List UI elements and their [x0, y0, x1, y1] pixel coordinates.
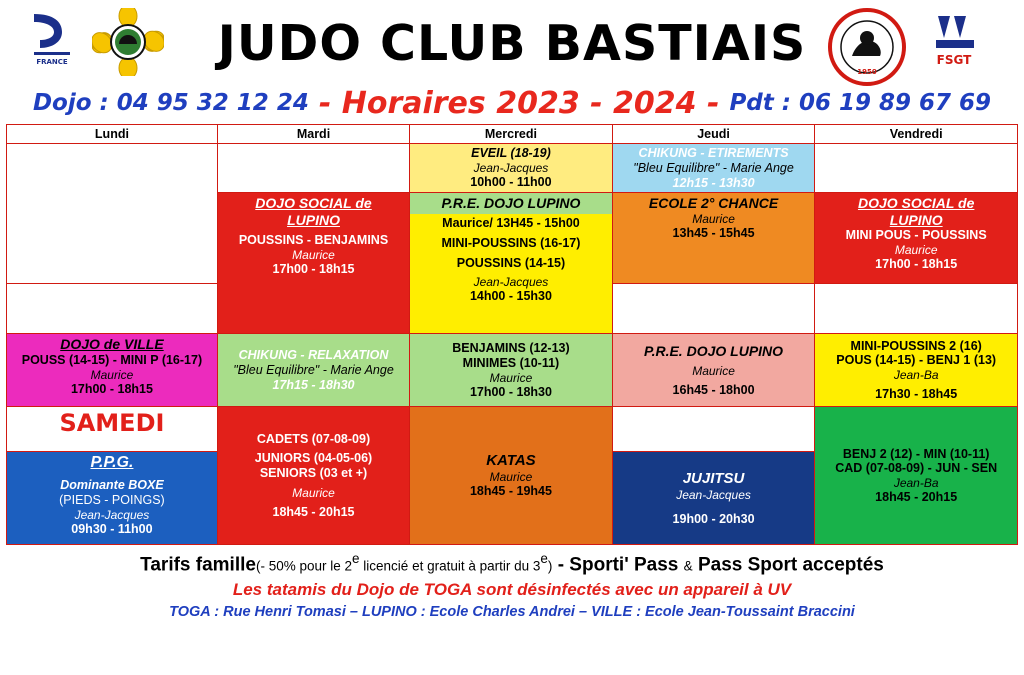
mercredi-mini-poussins: MINI-POUSSINS (16-17) — [441, 235, 581, 250]
subheader — [0, 86, 1024, 120]
mercredi-pre-dojo-teacher: Jean-Jacques — [473, 275, 549, 290]
chikung-mardi-hours: 17h15 - 18h30 — [272, 377, 355, 392]
mardi-dojo-social-hours: 17h00 - 18h15 — [272, 262, 355, 277]
vendredi-empty-afternoon — [815, 284, 1018, 334]
footer-tarifs-famille: Tarifs famille — [140, 554, 256, 576]
svg-text:1950: 1950 — [857, 68, 877, 76]
footer-sup-2e: e — [352, 551, 360, 567]
mercredi-pre-dojo-title: P.R.E. DOJO LUPINO — [441, 195, 581, 212]
footer-pass-sport: Pass Sport acceptés — [697, 554, 884, 576]
jujitsu-hours: 19h00 - 20h30 — [672, 511, 755, 526]
svg-text:FRANCE: FRANCE — [36, 58, 68, 66]
footer-amp: & — [683, 558, 693, 574]
eveil-teacher: Jean-Jacques — [473, 161, 549, 176]
mardi-juniors: JUNIORS (04-05-06) — [254, 451, 373, 466]
dojo-ville-teacher: Maurice — [90, 367, 134, 382]
vendredi-mini-poussins-line1: MINI-POUSSINS 2 (16) — [850, 338, 982, 353]
mercredi-eveil — [410, 144, 613, 193]
mercredi-pre-dojo-lupino — [410, 193, 613, 334]
jeudi-jujitsu — [612, 452, 815, 545]
mardi-cadets-hours: 18h45 - 20h15 — [272, 505, 355, 520]
chikung-jeudi-line1: "Bleu Equilibre" - Marie Ange — [633, 160, 794, 175]
jujitsu-title: JUJITSU — [682, 469, 745, 487]
footer-tarifs-detail-mid: licencié et gratuit à partir du 3 — [359, 558, 541, 574]
table-row — [7, 334, 1018, 407]
ppg-teacher: Jean-Jacques — [74, 507, 150, 522]
france-judo-logo — [28, 8, 76, 70]
vendredi-mini-poussins — [815, 334, 1018, 407]
vendredi-dojo-social-line1: MINI POUS - POUSSINS — [845, 228, 987, 243]
vendredi-mini-poussins-hours: 17h30 - 18h45 — [875, 387, 958, 402]
footer-tarifs-detail-open: (- 50% pour le 2 — [255, 558, 353, 574]
svg-text:FSGT: FSGT — [936, 53, 972, 67]
vendredi-dojo-social-title1: DOJO SOCIAL de — [857, 195, 975, 212]
season-label: - Horaires 2023 - 2024 - — [318, 85, 720, 121]
footer-tarifs-line — [0, 551, 1024, 576]
footer-sup-3e: e — [540, 551, 548, 567]
mercredi-benjamins-minimes — [410, 334, 613, 407]
jeudi-pre-dojo-teacher: Maurice — [692, 364, 735, 379]
dojo-ville-line1: POUSS (14-15) - MINI P (16-17) — [21, 352, 203, 367]
mardi-dojo-social-line1: POUSSINS - BENJAMINS — [238, 233, 389, 248]
vendredi-benj2-teacher: Jean-Ba — [893, 476, 939, 491]
ppg-line1: Dominante BOXE — [60, 478, 164, 493]
ecole2-hours: 13h45 - 15h45 — [672, 225, 755, 240]
chikung-mardi-line1: "Bleu Equilibre" - Marie Ange — [233, 362, 394, 377]
table-row — [7, 144, 1018, 193]
schedule-table — [6, 124, 1018, 545]
ppg-hours: 09h30 - 11h00 — [71, 521, 153, 536]
day-header-jeudi: Jeudi — [612, 125, 815, 144]
katas-teacher: Maurice — [489, 470, 533, 485]
ppg-line2: (PIEDS - POINGS) — [59, 492, 165, 507]
mardi-seniors: SENIORS (03 et +) — [259, 466, 368, 481]
mardi-cadets-juniors-seniors — [217, 407, 409, 545]
footer-tarifs-detail-close: ) — [547, 558, 553, 574]
footer-uv-note: Les tatamis du Dojo de TOGA sont désinfectés avec un appareil à UV — [232, 579, 792, 599]
vendredi-dojo-social-teacher: Maurice — [894, 243, 938, 258]
dojo-phone: Dojo : 04 95 32 12 24 — [32, 90, 309, 116]
mardi-cadets: CADETS (07-08-09) — [256, 431, 371, 446]
footer-addresses: TOGA : Rue Henri Tomasi – LUPINO : Ecole Charles Andrei – VILLE : Ecole Jean-Toussaint Braccini — [169, 603, 855, 620]
lundi-empty-afternoon — [7, 284, 218, 334]
jeudi-chikung-etirements — [612, 144, 815, 193]
chikung-jeudi-title: CHIKUNG - ETIREMENTS — [638, 146, 789, 160]
vendredi-dojo-social — [815, 193, 1018, 284]
mercredi-benjamins: BENJAMINS (12-13) — [452, 341, 570, 356]
dojo-ville-hours: 17h00 - 18h15 — [70, 381, 153, 396]
jeudi-ecole-2eme-chance — [612, 193, 815, 284]
katas-hours: 18h45 - 19h45 — [469, 484, 552, 499]
vendredi-dojo-social-hours: 17h00 - 18h15 — [875, 257, 958, 272]
mercredi-benjamins-teacher: Maurice — [489, 370, 533, 385]
vendredi-empty-morning — [815, 144, 1018, 193]
mardi-dojo-social-teacher: Maurice — [292, 248, 335, 263]
mardi-dojo-social — [217, 193, 409, 334]
table-header-row — [7, 125, 1018, 144]
day-header-mercredi: Mercredi — [410, 125, 613, 144]
vendredi-benj2-minimes — [815, 407, 1018, 545]
mardi-cadets-teacher: Maurice — [292, 485, 335, 500]
mercredi-benjamins-hours: 17h00 - 18h30 — [469, 384, 552, 399]
page-footer — [0, 551, 1024, 619]
mercredi-minimes: MINIMES (10-11) — [462, 355, 560, 370]
lundi-dojo-de-ville — [7, 334, 218, 407]
ecole2-teacher: Maurice — [692, 211, 735, 226]
lundi-samedi-label — [7, 407, 218, 452]
jeudi-empty-evening — [612, 407, 815, 452]
mercredi-pre-dojo-line1: Maurice/ 13H45 - 15h00 — [442, 216, 580, 230]
page-header — [0, 0, 1024, 86]
vendredi-dojo-social-title2: LUPINO — [889, 211, 943, 228]
jeudi-pre-dojo-lupino — [612, 334, 815, 407]
mardi-dojo-social-title1: DOJO SOCIAL de — [255, 195, 372, 212]
mercredi-katas — [410, 407, 613, 545]
president-phone: Pdt : 06 19 89 67 69 — [729, 90, 992, 116]
vendredi-mini-poussins-line2: POUS (14-15) - BENJ 1 (13) — [836, 353, 997, 368]
eveil-title: EVEIL (18-19) — [471, 146, 551, 161]
ecole2-title: ECOLE 2° CHANCE — [648, 195, 779, 212]
samedi-text: SAMEDI — [59, 409, 165, 438]
eveil-hours: 10h00 - 11h00 — [470, 175, 552, 190]
jeudi-empty-afternoon — [612, 284, 815, 334]
mardi-empty-morning — [217, 144, 409, 193]
fsgt-logo — [924, 8, 984, 70]
jeudi-pre-dojo-hours: 16h45 - 18h00 — [672, 383, 755, 398]
page-title: JUDO CLUB BASTIAIS — [217, 14, 807, 72]
club-flower-logo — [92, 8, 164, 76]
vendredi-benj2-line1: BENJ 2 (12) - MIN (10-11) — [842, 446, 990, 461]
vendredi-benj2-hours: 18h45 - 20h15 — [875, 490, 958, 505]
table-row — [7, 407, 1018, 452]
mercredi-pre-dojo-hours: 14h00 - 15h30 — [469, 289, 552, 304]
ppg-title: P.P.G. — [90, 454, 134, 472]
day-header-lundi: Lundi — [7, 125, 218, 144]
footer-sporti-pass: - Sporti' Pass — [557, 554, 679, 576]
vendredi-mini-poussins-teacher: Jean-Ba — [893, 368, 939, 383]
samedi-ppg — [7, 452, 218, 545]
vendredi-benj2-line2: CAD (07-08-09) - JUN - SEN — [835, 461, 998, 476]
chikung-jeudi-hours: 12h15 - 13h30 — [672, 175, 755, 190]
mardi-dojo-social-title2: LUPINO — [287, 211, 340, 228]
day-header-mardi: Mardi — [217, 125, 409, 144]
dojo-ville-title: DOJO de VILLE — [60, 336, 164, 353]
mardi-chikung-relaxation — [217, 334, 409, 407]
judo-club-bastiais-logo — [826, 8, 908, 86]
jeudi-pre-dojo-title: P.R.E. DOJO LUPINO — [644, 342, 784, 359]
katas-title: KATAS — [486, 452, 536, 470]
jujitsu-teacher: Jean-Jacques — [676, 487, 751, 502]
chikung-mardi-title: CHIKUNG - RELAXATION — [238, 348, 389, 363]
lundi-empty-morning — [7, 144, 218, 284]
day-header-vendredi: Vendredi — [815, 125, 1018, 144]
mercredi-poussins: POUSSINS (14-15) — [456, 255, 566, 270]
